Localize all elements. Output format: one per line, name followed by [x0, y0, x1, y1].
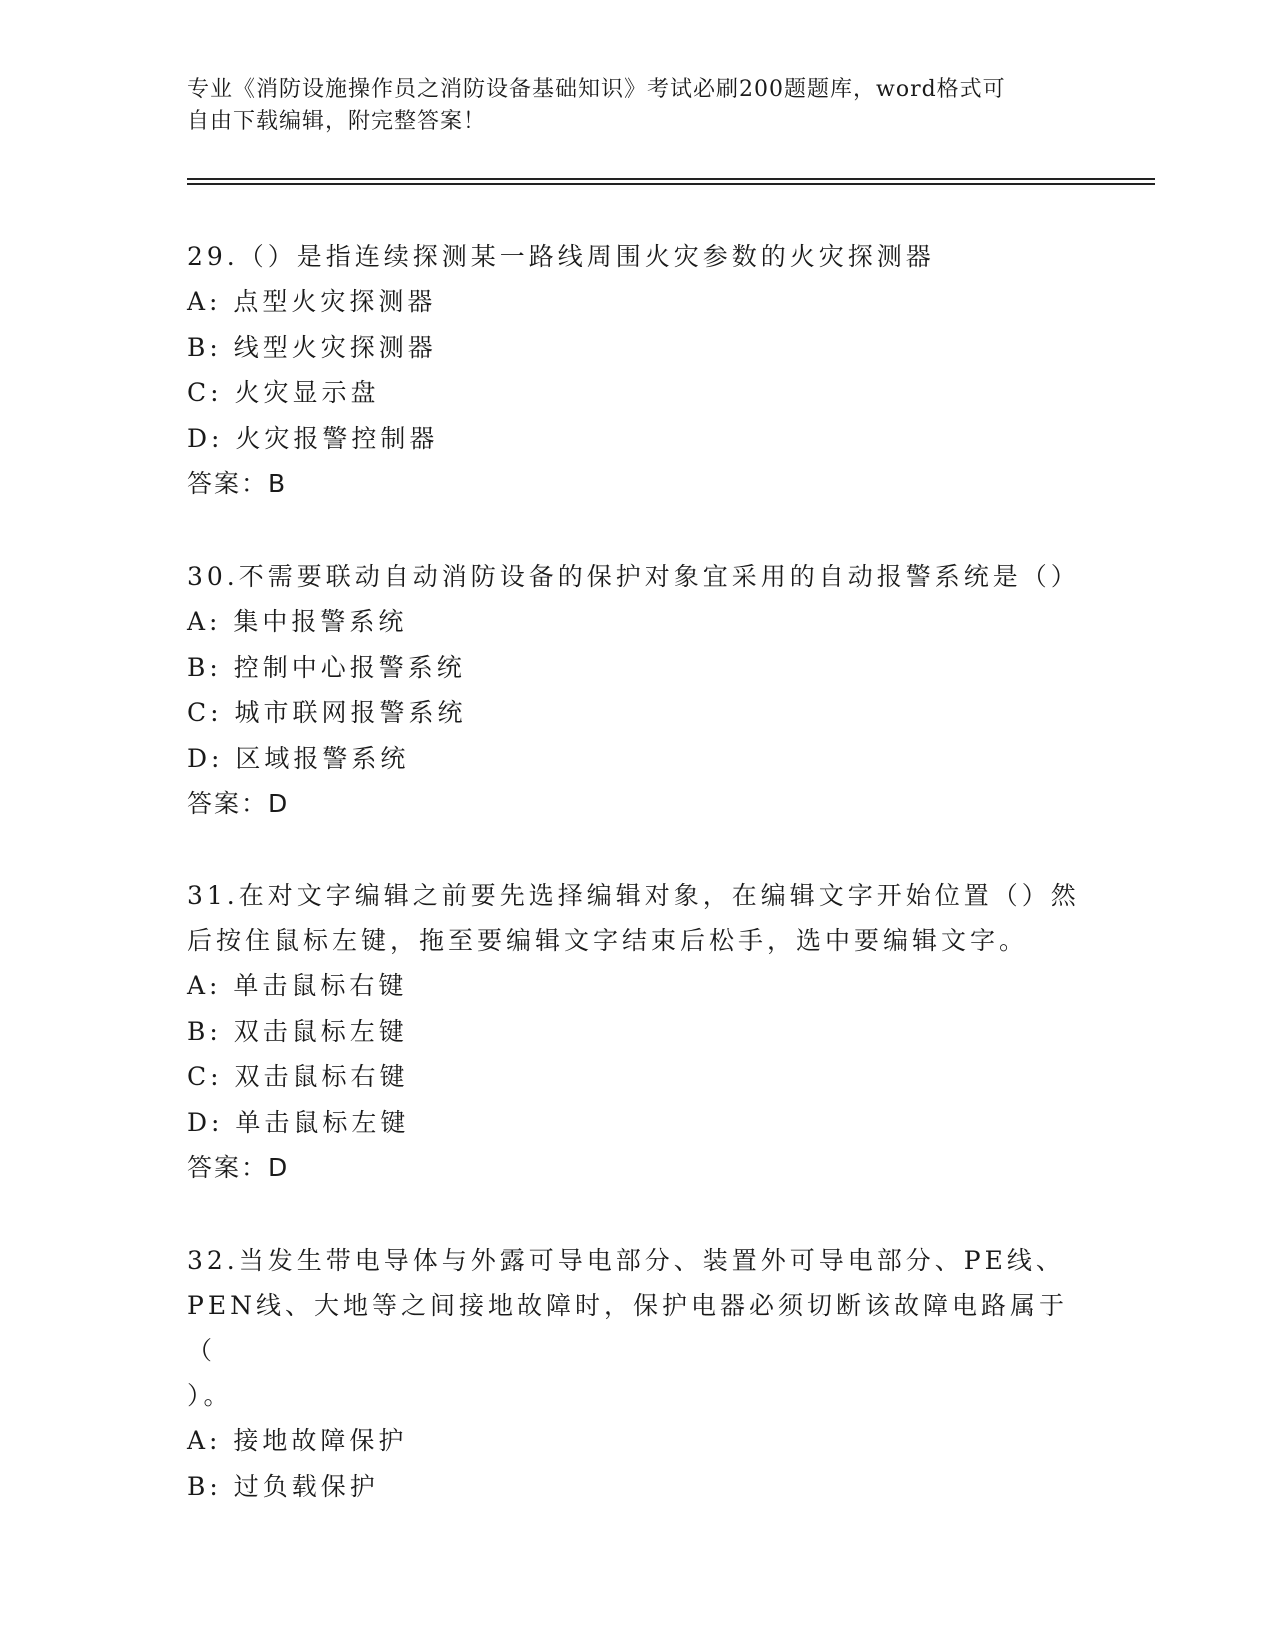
answer: 答案：D	[187, 789, 290, 818]
option-b: B: 双击鼠标左键	[187, 1016, 408, 1046]
option-a: A: 单击鼠标右键	[187, 971, 408, 1000]
option-c: C: 双击鼠标右键	[187, 1062, 409, 1091]
question-stem-line-1: 32.当发生带电导体与外露可导电部分、装置外可导电部分、PE线、	[187, 1246, 1065, 1275]
option-c: C: 城市联网报警系统	[187, 698, 467, 727]
question-stem-line-2: 后按住鼠标左键，拖至要编辑文字结束后松手，选中要编辑文字。	[187, 926, 1029, 955]
option-b: B: 线型火灾探测器	[187, 332, 437, 362]
question-block	[187, 873, 1087, 1191]
option-a: A: 点型火灾探测器	[187, 287, 437, 316]
answer: 答案：D	[187, 1153, 290, 1182]
answer: 答案：B	[187, 469, 288, 498]
question-stem-line-1: 31.在对文字编辑之前要先选择编辑对象，在编辑文字开始位置（）然	[187, 881, 1080, 910]
option-b: B: 过负载保护	[187, 1471, 379, 1501]
option-d: D: 区域报警系统	[187, 743, 410, 773]
header-line-1: 专业《消防设施操作员之消防设备基础知识》考试必刷200题题库，word格式可	[187, 77, 1006, 102]
question-stem: 29.（）是指连续探测某一路线周围火灾参数的火灾探测器	[187, 242, 935, 271]
option-a: A: 接地故障保护	[187, 1426, 408, 1455]
question-stem-line-2: PEN线、大地等之间接地故障时，保护电器必须切断该故障电路属于（	[187, 1291, 1068, 1365]
option-d: D: 火灾报警控制器	[187, 423, 439, 453]
question-block	[187, 1238, 1087, 1509]
option-d: D: 单击鼠标左键	[187, 1107, 410, 1137]
document-header	[187, 74, 1067, 138]
option-c: C: 火灾显示盘	[187, 378, 380, 407]
question-block	[187, 234, 1087, 507]
option-a: A: 集中报警系统	[187, 607, 408, 636]
question-stem: 30.不需要联动自动消防设备的保护对象宜采用的自动报警系统是（）	[187, 562, 1080, 591]
header-divider-top	[187, 178, 1155, 180]
header-line-2: 自由下载编辑，附完整答案！	[187, 109, 487, 134]
header-divider-bottom	[187, 183, 1155, 185]
option-b: B: 控制中心报警系统	[187, 652, 466, 682]
question-block	[187, 554, 1087, 827]
question-stem-line-3: ）。	[187, 1381, 233, 1410]
